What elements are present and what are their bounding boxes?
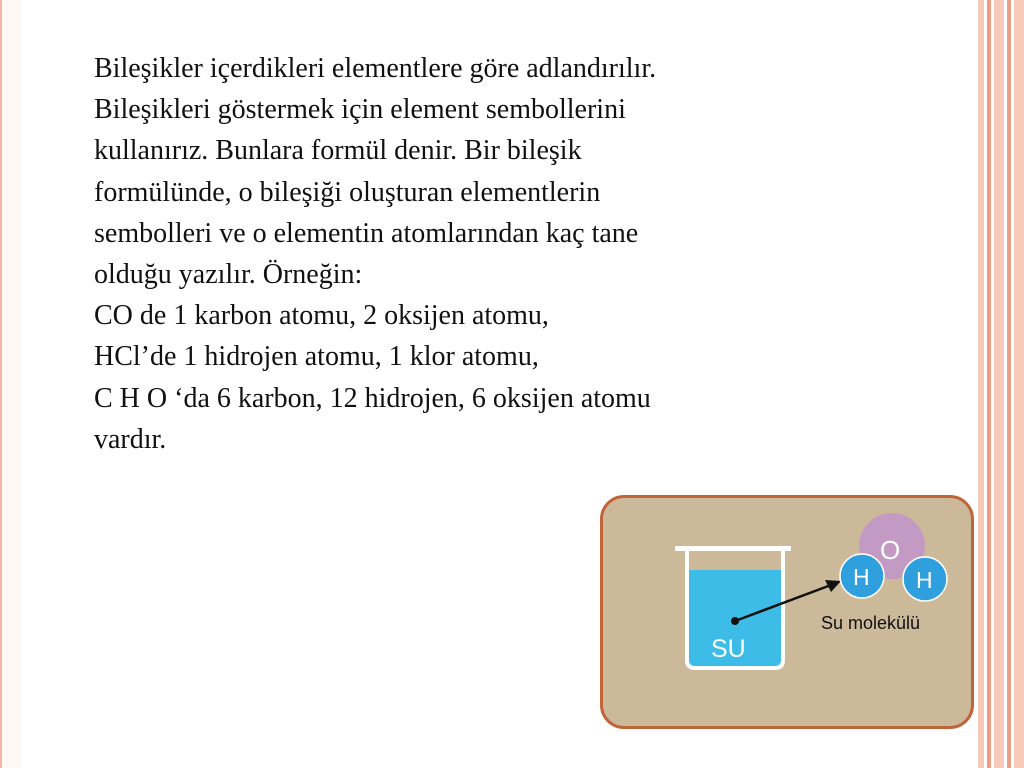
text-line: C H O ‘da 6 karbon, 12 hidrojen, 6 oksijen atomu	[94, 382, 651, 414]
water-molecule-illustration	[603, 498, 971, 726]
decorative-stripes	[978, 0, 1024, 768]
text-line: vardır.	[94, 423, 167, 455]
hydrogen-atom-right-label: H	[916, 567, 933, 593]
oxygen-atom-label: O	[880, 535, 901, 565]
slide-body-text	[94, 48, 914, 460]
text-line: formülünde, o bileşiği oluşturan elementlerin	[94, 176, 601, 208]
text-line: sembolleri ve o elementin atomlarından kaç tane	[94, 217, 639, 249]
stripe-4	[1007, 0, 1011, 768]
text-line: Bileşikleri göstermek için element sembollerini	[94, 94, 626, 126]
stripe-3	[994, 0, 1004, 768]
text-line: HCl’de 1 hidrojen atomu, 1 klor atomu,	[94, 341, 539, 373]
stripe-1	[978, 0, 984, 768]
text-line: kullanırız. Bunlara formül denir. Bir bileşik	[94, 135, 582, 167]
beaker-label: SU	[711, 635, 746, 663]
text-line: Bileşikler içerdikleri elementlere göre adlandırılır.	[94, 53, 657, 84]
left-page-border	[0, 0, 20, 768]
molecule-caption: Su molekülü	[821, 613, 921, 633]
beaker-rim	[675, 546, 791, 551]
hydrogen-atom-left-label: H	[853, 564, 870, 590]
stripe-2	[987, 0, 991, 768]
text-line: olduğu yazılır. Örneğin:	[94, 259, 363, 291]
water-molecule-figure	[600, 495, 974, 729]
text-line: CO de 1 karbon atomu, 2 oksijen atomu,	[94, 300, 549, 332]
stripe-5	[1014, 0, 1024, 768]
